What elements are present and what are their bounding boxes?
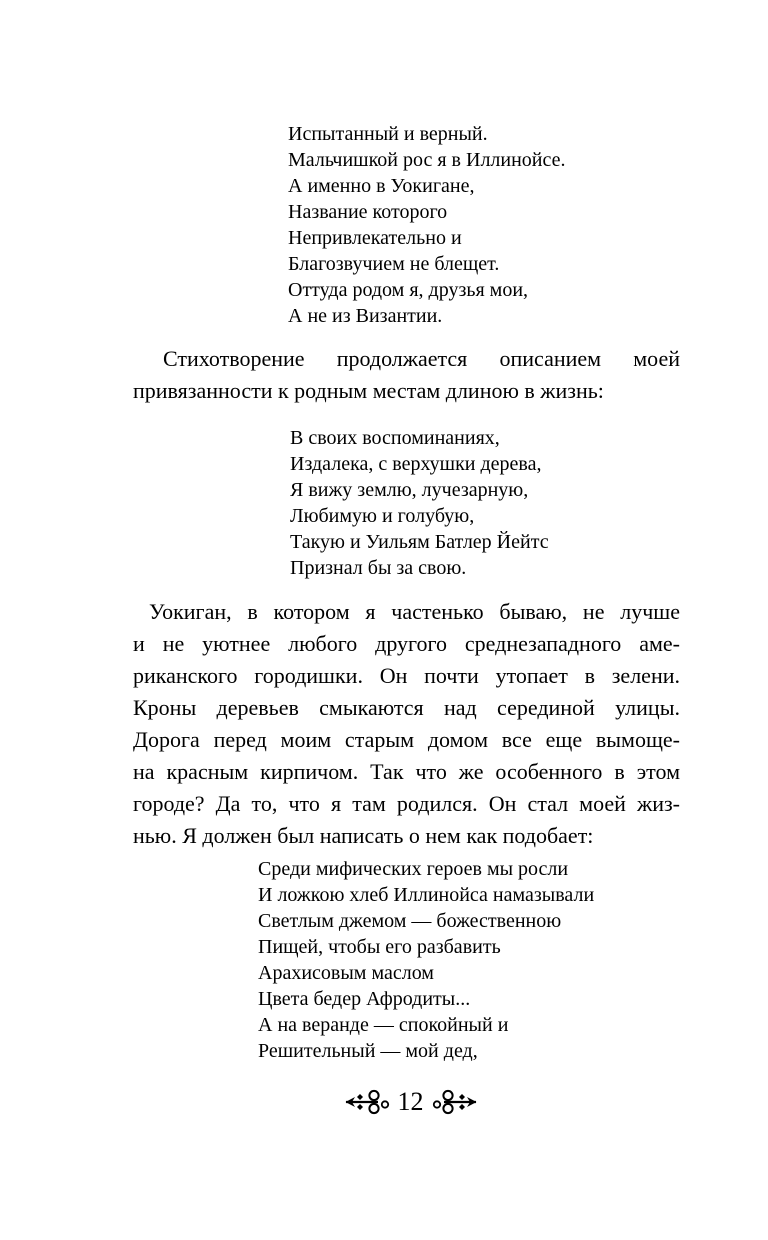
poem-line: Я вижу землю, лучезарную, (290, 479, 529, 501)
prose-line: Стихотворение продолжается описанием моей (163, 346, 680, 371)
poem-line: Название которого (288, 201, 448, 223)
prose-line: городе? Да то, что я там родился. Он стал моей жиз- (133, 791, 680, 816)
poem-line: Признал бы за свою. (290, 557, 467, 579)
poem-line: Решительный — мой дед, (258, 1040, 478, 1062)
poem-line: Цвета бедер Афродиты... (258, 988, 471, 1010)
poem-line: В своих воспоминаниях, (290, 427, 500, 449)
poem-line: Благозвучием не блещет. (288, 253, 500, 275)
poem-line: Такую и Уильям Батлер Йейтс (290, 531, 549, 553)
page-number: 12 (397, 1087, 424, 1116)
poem-line: Непривлекательно и (288, 227, 462, 249)
poem-line: Среди мифических героев мы росли (258, 858, 569, 880)
prose-line: Кроны деревьев смыкаются над серединой улицы. (133, 695, 680, 720)
prose-line: Уокиган, в котором я частенько бываю, не лучше (149, 599, 680, 624)
prose-line: нью. Я должен был написать о нем как подобает: (133, 823, 594, 848)
poem-line: Издалека, с верхушки дерева, (290, 453, 542, 475)
fleuron-right-icon (432, 1089, 477, 1115)
poem-line: Мальчишкой рос я в Иллинойсе. (288, 149, 566, 171)
poem-line: Арахисовым маслом (258, 962, 434, 984)
poem-line: А не из Византии. (288, 305, 443, 327)
poem-line: Пищей, чтобы его разбавить (258, 936, 501, 958)
prose-line: привязанности к родным местам длиною в жизнь: (133, 378, 604, 403)
prose-paragraph-2 (133, 596, 680, 852)
prose-line: и не уютнее любого другого среднезападного аме- (133, 631, 680, 656)
page-footer (141, 1089, 680, 1115)
poem-stanza-1 (288, 121, 680, 329)
poem-stanza-2 (290, 425, 680, 581)
poem-line: Светлым джемом — божественною (258, 910, 562, 932)
prose-line: на красным кирпичом. Так что же особенного в этом (133, 759, 680, 784)
poem-stanza-3 (258, 856, 680, 1064)
poem-line: А именно в Уокигане, (288, 175, 475, 197)
poem-line: И ложкою хлеб Иллинойса намазывали (258, 884, 595, 906)
poem-line: А на веранде — спокойный и (258, 1014, 509, 1036)
poem-line: Оттуда родом я, друзья мои, (288, 279, 529, 301)
fleuron-left-icon (345, 1089, 390, 1115)
prose-line: Дорога перед моим старым домом все еще вымоще- (133, 727, 680, 752)
prose-paragraph-1 (133, 343, 680, 407)
poem-line: Любимую и голубую, (290, 505, 475, 527)
prose-line: риканского городишки. Он почти утопает в зелени. (133, 663, 680, 688)
poem-line: Испытанный и верный. (288, 123, 488, 145)
